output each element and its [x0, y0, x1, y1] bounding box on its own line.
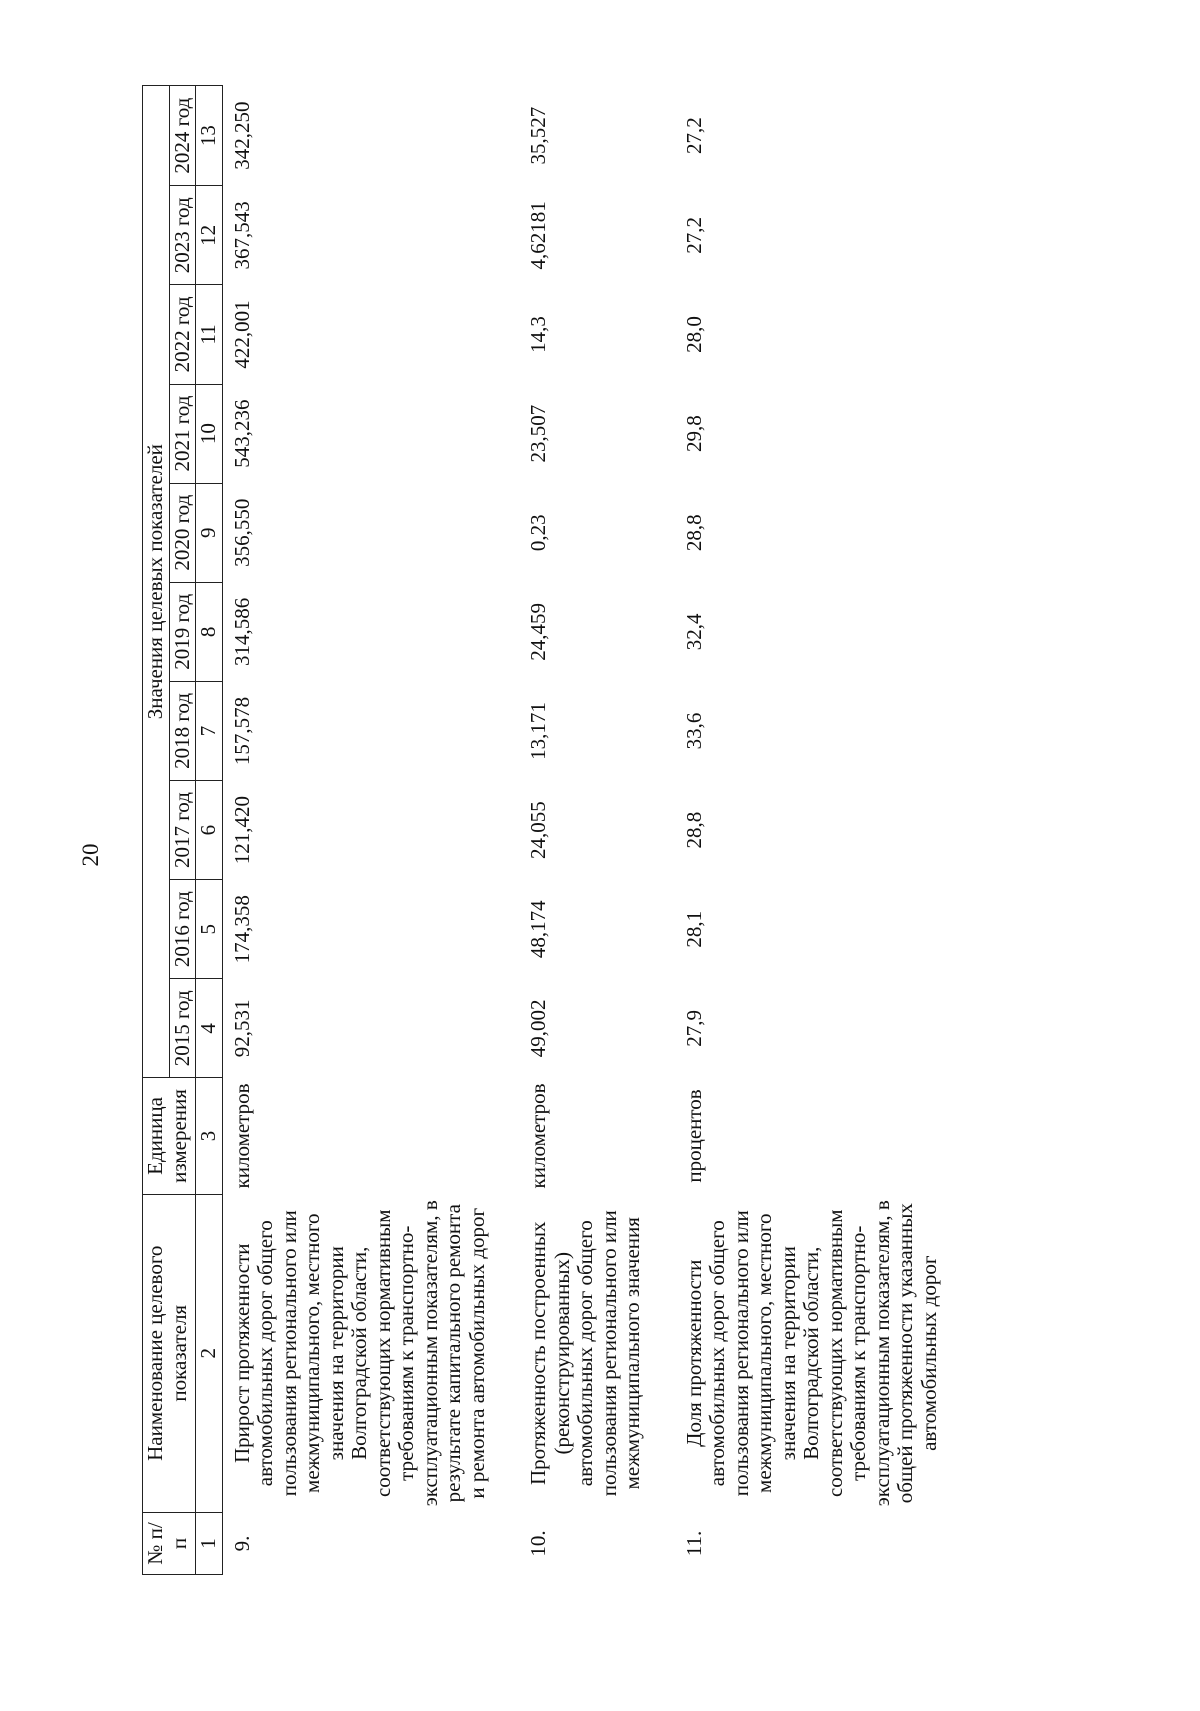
indicator-value: 543,236: [229, 399, 254, 468]
indicator-name: Прирост протяженности автомобильных дорог общего пользования регионального или межмуниципального, местного значения на территории Волгоградской области, соответствующих нормативным требованиям к транспортно-эксплуатационным показателям, в результате капитального ремонта и ремонта автомобильных дорог: [229, 1200, 489, 1507]
row-number: 9.: [229, 1535, 254, 1552]
indicator-value: 121,420: [229, 795, 254, 865]
header-year: 2021 год: [169, 384, 196, 483]
indicator-value: 356,550: [229, 498, 254, 567]
indicator-name: Доля протяженности автомобильных дорог общего пользования регионального или межмуниципального, местного значения на территории Волгоградской области, соответствующих нормативным требованиям к транспортно-эксплуатационным показателям, в общей протяженности указанных автомобильных дорог: [681, 1200, 941, 1507]
indicator-value: 28,8: [681, 514, 706, 552]
column-number: 12: [196, 186, 223, 285]
indicator-value: 13,171: [526, 702, 551, 760]
indicator-value: 4,62181: [526, 201, 551, 270]
header-year: 2022 год: [169, 285, 196, 384]
indicator-value: 27,2: [681, 117, 706, 155]
indicator-value: 14,3: [526, 316, 551, 353]
column-number: 10: [196, 384, 223, 483]
table-row: [519, 86, 675, 1575]
header-year: 2019 год: [169, 582, 196, 681]
indicator-value: 0,23: [526, 514, 551, 552]
indicator-unit: километров: [229, 1083, 254, 1189]
column-number: 5: [196, 880, 223, 979]
header-year: 2020 год: [169, 483, 196, 582]
indicator-unit: километров: [526, 1083, 551, 1189]
header-year: 2024 год: [169, 86, 196, 186]
indicator-value: 32,4: [681, 613, 706, 651]
header-year: 2015 год: [169, 979, 196, 1078]
column-number: 9: [196, 483, 223, 582]
indicator-value: 35,527: [526, 106, 551, 165]
indicator-value: 33,6: [681, 712, 706, 750]
indicator-value: 157,578: [229, 696, 254, 766]
header-name: Наименование целевого показателя: [143, 1194, 196, 1512]
indicator-value: 28,8: [681, 811, 706, 849]
table-row: [675, 86, 942, 1575]
column-number: 3: [196, 1078, 223, 1194]
indicator-value: 49,002: [526, 999, 551, 1058]
indicator-value: 24,459: [526, 602, 551, 661]
header-unit: Единица измерения: [143, 1078, 196, 1194]
column-number: 7: [196, 681, 223, 780]
indicator-value: 367,543: [229, 201, 254, 270]
header-year: 2017 год: [169, 781, 196, 880]
target-indicators-table: [142, 85, 941, 1575]
indicator-value: 24,055: [526, 801, 551, 859]
indicator-name: Протяженность построенных (реконструированных) автомобильных дорог общего пользования регионального или межмуниципального значения: [526, 1210, 645, 1497]
row-number: 11.: [681, 1530, 706, 1557]
indicator-value: 92,531: [229, 999, 254, 1058]
page-number: 20: [78, 843, 103, 867]
header-num: № п/п: [143, 1512, 196, 1574]
indicator-unit: процентов: [681, 1089, 706, 1183]
column-number: 1: [196, 1512, 223, 1574]
header-year: 2018 год: [169, 681, 196, 780]
indicator-value: 342,250: [229, 101, 254, 170]
indicator-value: 27,2: [681, 216, 706, 254]
header-year: 2016 год: [169, 880, 196, 979]
indicator-value: 422,001: [229, 300, 254, 369]
column-number: 6: [196, 781, 223, 880]
column-number: 11: [196, 285, 223, 384]
indicator-value: 174,358: [229, 895, 254, 964]
header-values-group: Значения целевых показателей: [143, 86, 170, 1078]
indicator-value: 314,586: [229, 597, 254, 666]
indicator-value: 29,8: [681, 415, 706, 452]
column-number: 13: [196, 86, 223, 186]
row-number: 10.: [526, 1530, 551, 1557]
indicator-value: 28,0: [681, 316, 706, 353]
indicator-value: 27,9: [681, 1009, 706, 1047]
indicator-value: 48,174: [526, 900, 551, 959]
column-number: 2: [196, 1194, 223, 1512]
table-row: [222, 86, 519, 1575]
header-year: 2023 год: [169, 186, 196, 285]
column-number: 4: [196, 979, 223, 1078]
indicator-value: 28,1: [681, 910, 706, 948]
column-number: 8: [196, 582, 223, 681]
rotated-sheet: [142, 15, 1042, 1575]
indicator-value: 23,507: [526, 404, 551, 463]
